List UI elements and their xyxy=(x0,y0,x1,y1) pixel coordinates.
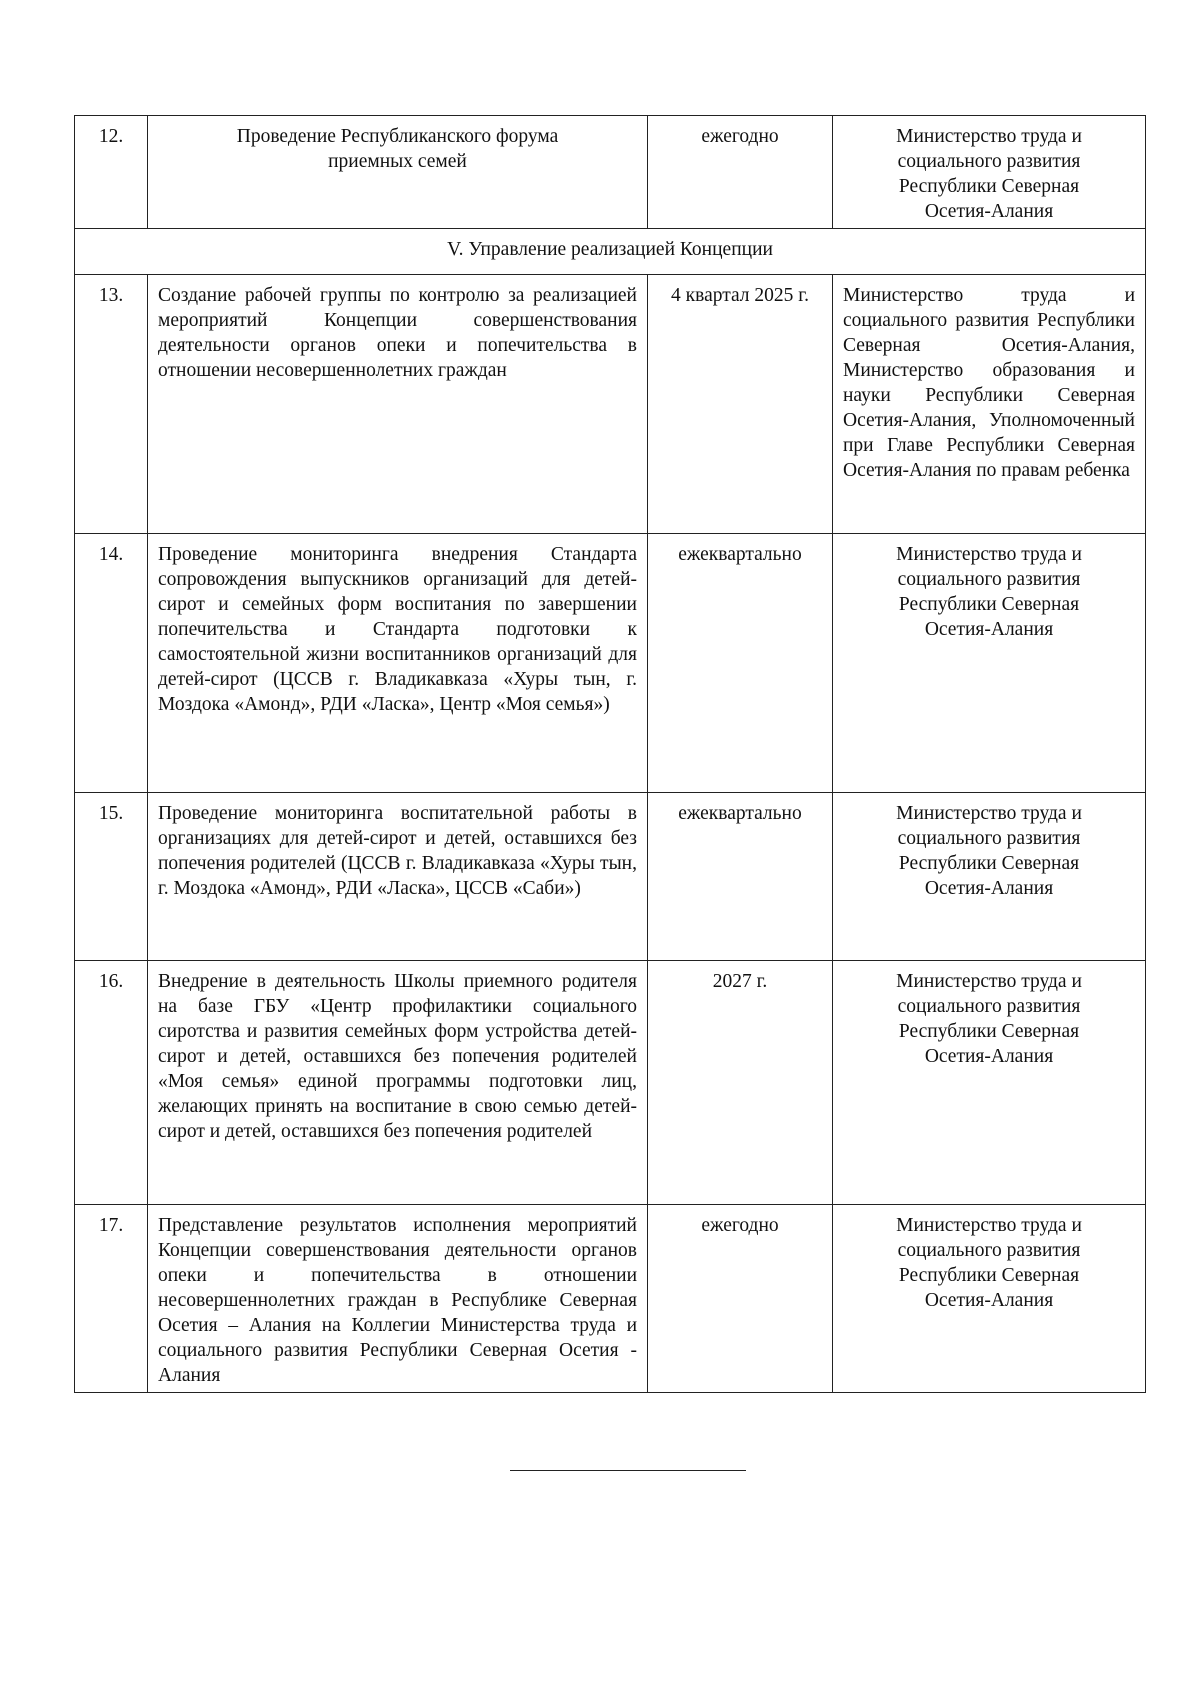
end-of-document-rule xyxy=(510,1470,746,1471)
table-row xyxy=(75,534,1146,793)
event-cell: Проведение мониторинга внедрения Стандарта сопровождения выпускников организаций для детей-сирот и семейных форм воспитания по завершении попечительства и Стандарта подготовки к самостоятельной жизни воспитанников организаций для детей-сирот (ЦССВ г. Владикавказа «Хуры тын, г. Моздока «Амонд», РДИ «Ласка», Центр «Моя семья») xyxy=(148,534,648,793)
period-cell: 4 квартал 2025 г. xyxy=(648,275,833,534)
period-cell: ежеквартально xyxy=(648,793,833,961)
executor-cell: Министерство труда и социального развития Республики Северная Осетия-Алания xyxy=(833,961,1146,1205)
event-cell: Проведение Республиканского форума приемных семей xyxy=(148,116,648,229)
row-number: 15. xyxy=(75,793,148,961)
executor-cell: Министерство труда и социального развития Республики Северная Осетия-Алания, Министерство образования и науки Республики Северная Осетия-Алания, Уполномоченный при Главе Республики Северная Осетия-Алания по правам ребенка xyxy=(833,275,1146,534)
event-cell: Представление результатов исполнения мероприятий Концепции совершенствования деятельности органов опеки и попечительства в отношении несовершеннолетних граждан в Республике Северная Осетия – Алания на Коллегии Министерства труда и социального развития Республики Северная Осетия - Алания xyxy=(148,1205,648,1393)
period-cell: ежегодно xyxy=(648,116,833,229)
executor-cell: Министерство труда и социального развития Республики Северная Осетия-Алания xyxy=(833,793,1146,961)
row-number: 17. xyxy=(75,1205,148,1393)
row-number: 14. xyxy=(75,534,148,793)
row-number: 16. xyxy=(75,961,148,1205)
executor-cell: Министерство труда и социального развития Республики Северная Осетия-Алания xyxy=(833,534,1146,793)
table-row xyxy=(75,275,1146,534)
executor-cell: Министерство труда и социального развития Республики Северная Осетия-Алания xyxy=(833,1205,1146,1393)
event-cell: Создание рабочей группы по контролю за реализацией мероприятий Концепции совершенствования деятельности органов опеки и попечительства в отношении несовершеннолетних граждан xyxy=(148,275,648,534)
period-cell: ежеквартально xyxy=(648,534,833,793)
row-number: 12. xyxy=(75,116,148,229)
section-header-row xyxy=(75,229,1146,275)
event-cell: Проведение мониторинга воспитательной работы в организациях для детей-сирот и детей, оставшихся без попечения родителей (ЦССВ г. Владикавказа «Хуры тын, г. Моздока «Амонд», РДИ «Ласка», ЦССВ «Саби») xyxy=(148,793,648,961)
table-row xyxy=(75,961,1146,1205)
table-row xyxy=(75,793,1146,961)
table-row xyxy=(75,1205,1146,1393)
period-cell: ежегодно xyxy=(648,1205,833,1393)
event-cell: Внедрение в деятельность Школы приемного родителя на базе ГБУ «Центр профилактики социального сиротства и развития семейных форм устройства детей-сирот и детей, оставшихся без попечения родителей «Моя семья» единой программы подготовки лиц, желающих принять на воспитание в свою семью детей-сирот и детей, оставшихся без попечения родителей xyxy=(148,961,648,1205)
section-title: V. Управление реализацией Концепции xyxy=(75,229,1146,275)
executor-cell: Министерство труда и социального развития Республики Северная Осетия-Алания xyxy=(833,116,1146,229)
table-row xyxy=(75,116,1146,229)
period-cell: 2027 г. xyxy=(648,961,833,1205)
row-number: 13. xyxy=(75,275,148,534)
measures-table xyxy=(74,115,1146,1393)
